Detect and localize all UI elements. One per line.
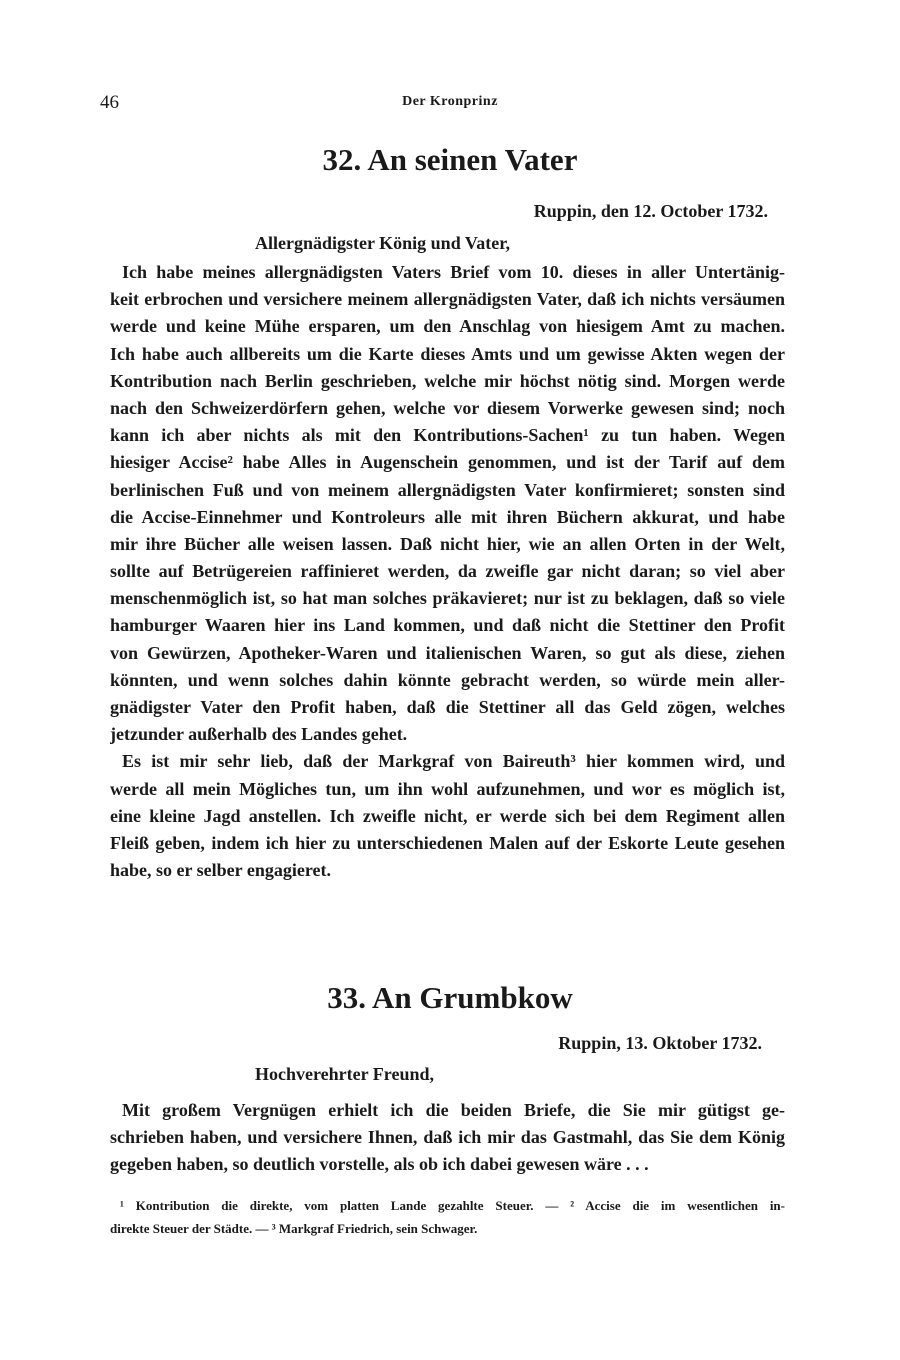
- letter-33-body: [110, 1097, 785, 1179]
- text-line: keit erbrochen und versichere meinem allergnädigsten Vater, daß ich nichts versäumen: [110, 289, 785, 310]
- text-line: hamburger Waaren hier ins Land kommen, und daß nicht die Stettiner den Profit: [110, 615, 785, 636]
- text-line: kann ich aber nichts als mit den Kontributions-Sachen¹ zu tun haben. Wegen: [110, 425, 785, 446]
- letter-33-title: 33. An Grumbkow: [327, 980, 573, 1015]
- running-header: Der Kronprinz: [402, 94, 498, 109]
- letter-32-body: [110, 259, 785, 884]
- letter-33-date: Ruppin, 13. Oktober 1732.: [558, 1033, 762, 1053]
- text-line: mir ihre Bücher alle weisen lassen. Daß nicht hier, wie an allen Orten in der Welt,: [110, 533, 785, 554]
- text-line: sollte auf Betrügereien raffinieret werden, da zweifle gar nicht daran; so viel aber: [110, 561, 785, 582]
- letter-32-date: Ruppin, den 12. October 1732.: [533, 201, 768, 221]
- footnotes: [110, 1194, 785, 1240]
- text-line: menschenmöglich ist, so hat man solches präkavieret; nur ist zu beklagen, daß so viele: [110, 588, 785, 609]
- text-line: Mit großem Vergnügen erhielt ich die beiden Briefe, die Sie mir gütigst ge-: [122, 1100, 785, 1120]
- text-line: berlinischen Fuß und von meinem allergnädigsten Vater konfirmieret; sonsten sind: [110, 479, 785, 500]
- text-line: Es ist mir sehr lieb, daß der Markgraf von Baireuth³ hier kommen wird, und: [122, 751, 785, 772]
- text-line: Kontribution nach Berlin geschrieben, welche mir höchst nötig sind. Morgen werde: [110, 370, 785, 391]
- text-line: habe, so er selber engagieret.: [110, 860, 331, 881]
- text-line: jetzunder außerhalb des Landes gehet.: [110, 724, 408, 745]
- text-line: von Gewürzen, Apotheker-Waren und italienischen Waren, so gut als diese, ziehen: [110, 642, 785, 663]
- text-line: Ich habe meines allergnädigsten Vaters Brief vom 10. dieses in aller Untertänig-: [122, 262, 785, 282]
- letter-32-title: 32. An seinen Vater: [322, 142, 578, 177]
- footnote-line: direkte Steuer der Städte. — ³ Markgraf Friedrich, sein Schwager.: [110, 1221, 478, 1236]
- text-line: werde und keine Mühe ersparen, um den Anschlag von hiesigem Amt zu machen.: [110, 316, 785, 337]
- text-line: schrieben haben, und versichere Ihnen, daß ich mir das Gastmahl, das Sie dem König: [110, 1127, 785, 1148]
- text-line: Fleiß geben, indem ich hier zu unterschiedenen Malen auf der Eskorte Leute gesehen: [110, 832, 785, 853]
- text-line: nach den Schweizerdörfern gehen, welche vor diesem Vorwerke gewesen sind; noch: [110, 397, 785, 418]
- letter-33-salutation: Hochverehrter Freund,: [255, 1064, 434, 1084]
- letter-32-salutation: Allergnädigster König und Vater,: [255, 233, 511, 253]
- text-line: werde all mein Mögliches tun, um ihn wohl aufzunehmen, und wor es möglich ist,: [110, 778, 785, 799]
- text-line: eine kleine Jagd anstellen. Ich zweifle nicht, er werde sich bei dem Regiment allen: [110, 805, 785, 826]
- footnote-line: ¹ Kontribution die direkte, vom platten Lande gezahlte Steuer. — ² Accise die im wesentlichen in-: [120, 1198, 785, 1213]
- text-line: gegeben haben, so deutlich vorstelle, als ob ich dabei gewesen wäre . . .: [110, 1154, 649, 1175]
- text-line: gnädigster Vater den Profit haben, daß die Stettiner all das Geld zögen, welches: [110, 697, 785, 717]
- page-number: 46: [100, 92, 119, 113]
- text-line: hiesiger Accise² habe Alles in Augenschein genommen, und ist der Tarif auf dem: [110, 452, 785, 473]
- text-line: die Accise-Einnehmer und Kontroleurs alle mit ihren Büchern akkurat, und habe: [110, 506, 785, 527]
- text-line: könnten, und wenn solches dahin könnte gebracht werden, so würde mein aller-: [110, 669, 785, 690]
- text-line: Ich habe auch allbereits um die Karte dieses Amts und um gewisse Akten wegen der: [110, 343, 785, 364]
